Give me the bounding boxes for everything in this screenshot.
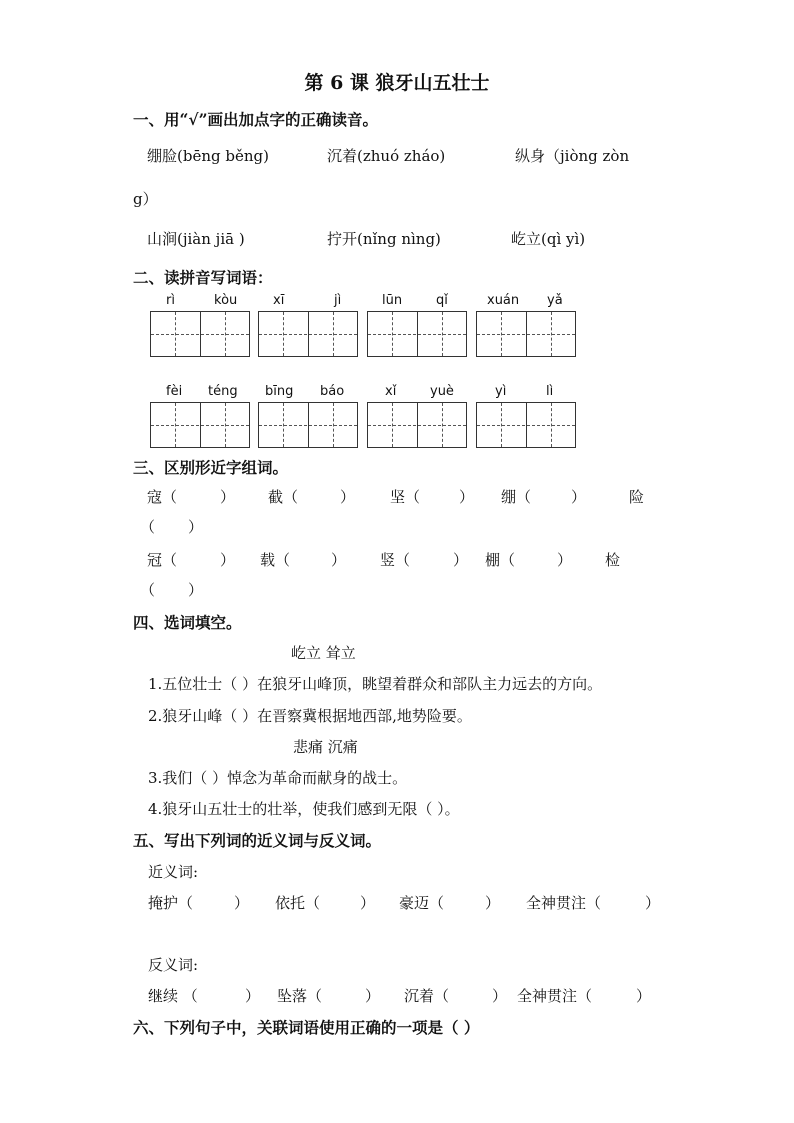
s1-item-3: 纵身（jiòng zòn	[515, 147, 630, 165]
section-1-heading: 一、用“√”画出加点字的正确读音。	[133, 110, 379, 129]
section-6-heading: 六、下列句子中，关联词语使用正确的一项是（ ）	[133, 1018, 480, 1037]
synonym-label: 近义词:	[148, 863, 199, 881]
s1-item-1: 绷脸(bēng běng)	[147, 147, 269, 165]
word-choices: 悲痛 沉痛	[293, 738, 358, 756]
pinyin: fèi	[166, 384, 183, 399]
s3-char: 险	[629, 488, 645, 506]
writing-grid[interactable]	[150, 311, 250, 357]
ant-word: 坠落（	[277, 987, 323, 1005]
syn-paren: ）	[485, 894, 501, 912]
pinyin: rì	[166, 293, 175, 308]
s1-item-6: 屹立(qì yì)	[511, 230, 586, 248]
question-3: 3.我们（ ）悼念为革命而献身的战士。	[148, 769, 408, 787]
s3-paren: ）	[571, 488, 587, 506]
s3-paren: ）	[340, 488, 356, 506]
s3-paren: ）	[557, 551, 573, 569]
ant-paren: ）	[365, 987, 381, 1005]
question-2: 2.狼牙山峰（ ）在晋察冀根据地西部,地势险要。	[148, 707, 472, 725]
pinyin: yì	[495, 384, 507, 399]
s3-char: 绷（	[501, 488, 532, 506]
section-2-heading: 二、读拼音写词语：	[133, 268, 273, 287]
writing-grid[interactable]	[367, 402, 467, 448]
ant-paren: ）	[492, 987, 508, 1005]
s3-paren: ）	[188, 518, 204, 536]
ant-word: 沉着（	[404, 987, 450, 1005]
pinyin: bīng	[265, 384, 294, 399]
pinyin: qǐ	[436, 293, 448, 308]
writing-grid[interactable]	[476, 402, 576, 448]
s3-paren: （	[140, 518, 156, 536]
s1-item-2: 沉着(zhuó zháo)	[327, 147, 446, 165]
s1-item-4: 山涧(jiàn jiā )	[147, 230, 245, 248]
s3-char: 检	[605, 551, 621, 569]
s3-char: 棚（	[485, 551, 516, 569]
s3-char: 载（	[260, 551, 291, 569]
s3-paren: ）	[331, 551, 347, 569]
s3-char: 寇（	[147, 488, 178, 506]
pinyin: yuè	[430, 384, 454, 399]
pinyin: lūn	[382, 293, 403, 308]
pinyin: xī	[273, 293, 285, 308]
syn-word: 豪迈（	[399, 894, 445, 912]
writing-grid[interactable]	[367, 311, 467, 357]
s3-paren: ）	[459, 488, 475, 506]
ant-word: 继续 （	[148, 987, 198, 1005]
pinyin: téng	[208, 384, 238, 399]
pinyin: kòu	[214, 293, 238, 308]
s3-char: 截（	[268, 488, 299, 506]
s3-char: 冠（	[147, 551, 178, 569]
ant-word: 全神贯注（	[517, 987, 593, 1005]
pinyin: yǎ	[547, 293, 563, 308]
pinyin: báo	[320, 384, 345, 399]
page-title: 第 6 课 狼牙山五壮士	[304, 72, 490, 94]
section-3-heading: 三、区别形近字组词。	[133, 458, 289, 477]
syn-word: 掩护（	[148, 894, 194, 912]
s3-paren: ）	[188, 581, 204, 599]
syn-paren: ）	[645, 894, 661, 912]
question-4: 4.狼牙山五壮士的壮举，使我们感到无限（ ）。	[148, 800, 460, 818]
writing-grid[interactable]	[476, 311, 576, 357]
pinyin: xǐ	[385, 384, 397, 399]
s3-char: 坚（	[390, 488, 421, 506]
pinyin: jì	[334, 293, 342, 308]
antonym-label: 反义词:	[148, 956, 199, 974]
syn-word: 依托（	[275, 894, 321, 912]
syn-paren: ）	[234, 894, 250, 912]
section-5-heading: 五、写出下列词的近义词与反义词。	[133, 831, 382, 850]
s1-item-3-wrap: g）	[133, 190, 158, 208]
pinyin: lì	[546, 384, 554, 399]
writing-grid[interactable]	[150, 402, 250, 448]
s3-paren: ）	[220, 488, 236, 506]
writing-grid[interactable]	[258, 311, 358, 357]
question-1: 1.五位壮士（ ）在狼牙山峰顶，眺望着群众和部队主力远去的方向。	[148, 675, 603, 693]
ant-paren: ）	[636, 987, 652, 1005]
section-4-heading: 四、选词填空。	[133, 613, 242, 632]
word-choices: 屹立 耸立	[291, 644, 356, 662]
syn-paren: ）	[360, 894, 376, 912]
syn-word: 全神贯注（	[526, 894, 602, 912]
s3-paren: （	[140, 581, 156, 599]
ant-paren: ）	[245, 987, 261, 1005]
writing-grid[interactable]	[258, 402, 358, 448]
s3-paren: ）	[453, 551, 469, 569]
pinyin: xuán	[487, 293, 520, 308]
s3-paren: ）	[220, 551, 236, 569]
s1-item-5: 拧开(nǐng nìng)	[327, 230, 441, 248]
s3-char: 竖（	[380, 551, 411, 569]
